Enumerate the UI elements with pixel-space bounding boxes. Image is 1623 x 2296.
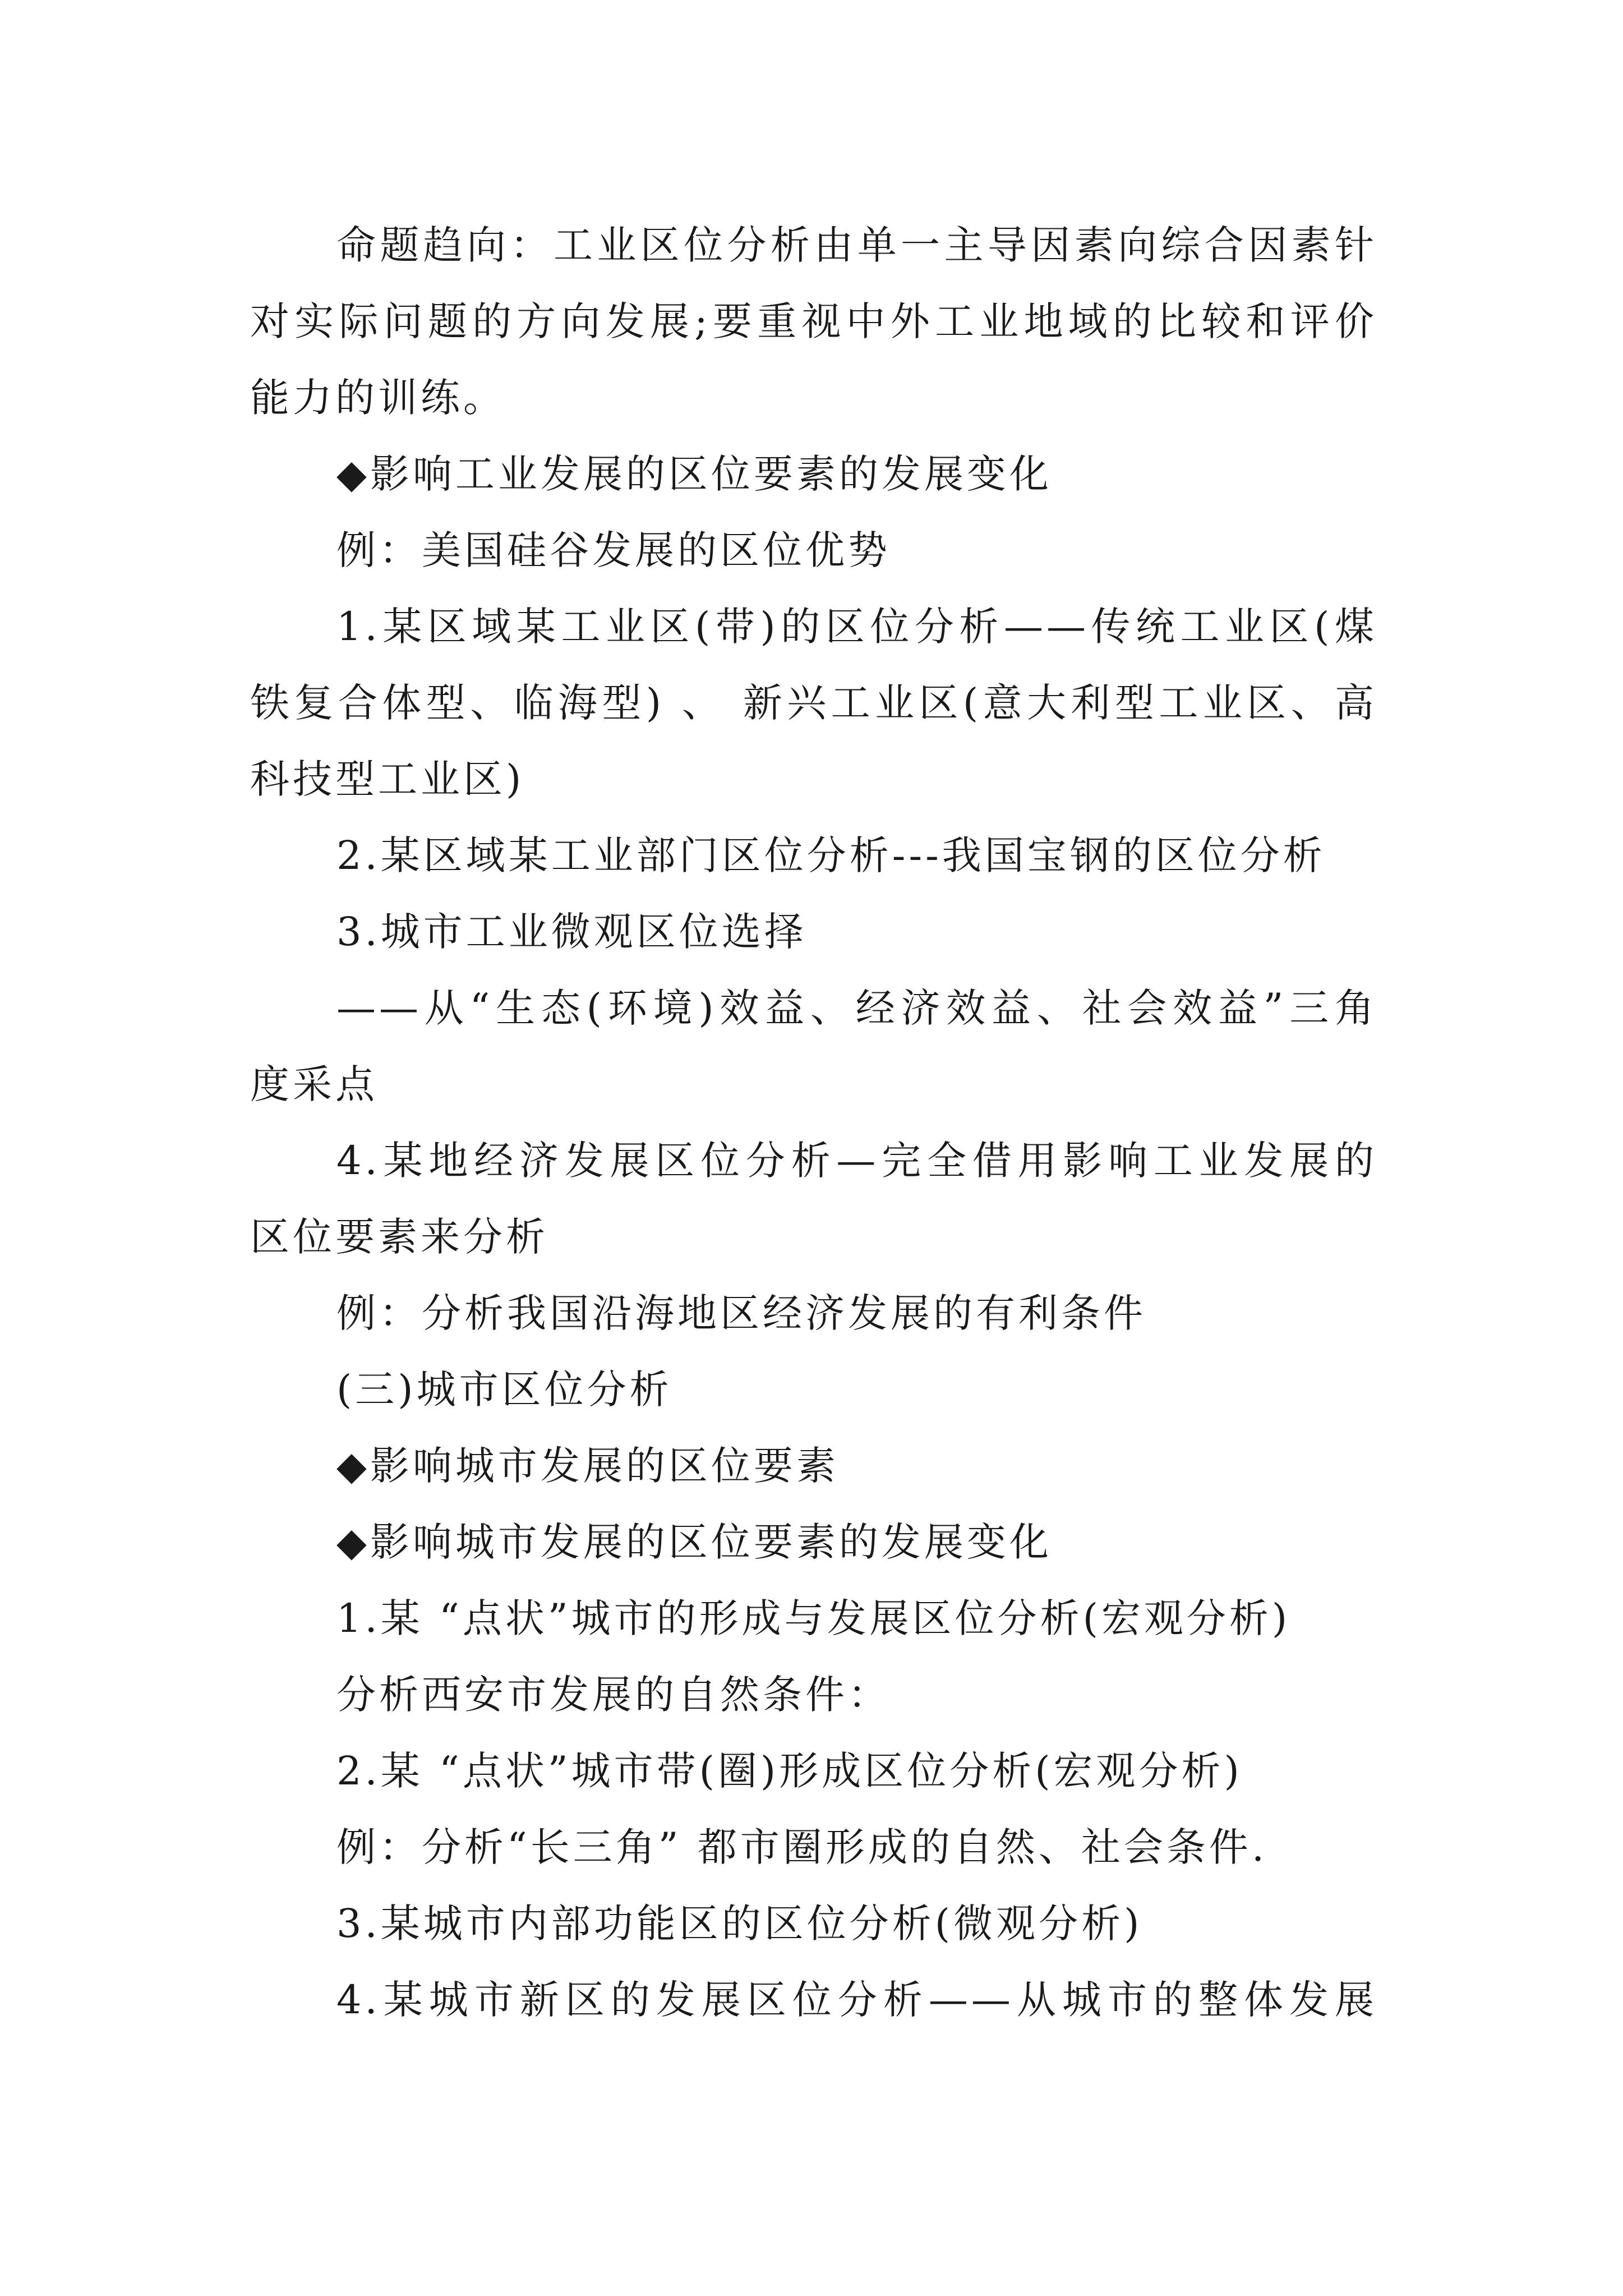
list-item: 3.城市工业微观区位选择 <box>336 909 807 955</box>
paragraph-line: 分析西安市发展的自然条件： <box>336 1672 891 1718</box>
list-item: 1.某 “点状”城市的形成与发展区位分析(宏观分析) <box>336 1595 1291 1641</box>
paragraph-line: 命题趋向：工业区位分析由单一主导因素向综合因素针 <box>336 222 1377 268</box>
list-item: 2.某区域某工业部门区位分析---我国宝钢的区位分析 <box>336 832 1326 878</box>
paragraph-line: 区位要素来分析 <box>250 1214 548 1260</box>
section-heading: ◆影响城市发展的区位要素的发展变化 <box>336 1519 1052 1565</box>
paragraph-line: ——从“生态(环境)效益、经济效益、社会效益”三角 <box>336 985 1377 1031</box>
section-heading: ◆影响工业发展的区位要素的发展变化 <box>336 451 1052 497</box>
paragraph-line: 度采点 <box>250 1061 378 1107</box>
list-item: 4.某地经济发展区位分析—完全借用影响工业发展的 <box>336 1138 1377 1184</box>
paragraph-line: 对实际问题的方向发展;要重视中外工业地域的比较和评价 <box>250 298 1377 344</box>
section-heading: ◆影响城市发展的区位要素 <box>336 1443 839 1489</box>
paragraph-line: 例：分析“长三角” 都市圈形成的自然、社会条件. <box>336 1824 1268 1870</box>
paragraph-line: 铁复合体型、临海型) 、 新兴工业区(意大利型工业区、高 <box>250 680 1377 726</box>
paragraph-line: 例：分析我国沿海地区经济发展的有利条件 <box>336 1290 1146 1336</box>
list-item: 4.某城市新区的发展区位分析——从城市的整体发展 <box>336 1977 1377 2023</box>
section-heading: (三)城市区位分析 <box>336 1366 672 1412</box>
paragraph-line: 能力的训练。 <box>250 375 506 421</box>
paragraph-line: 科技型工业区) <box>250 756 525 802</box>
list-item: 1.某区域某工业区(带)的区位分析——传统工业区(煤 <box>336 604 1377 650</box>
list-item: 2.某 “点状”城市带(圈)形成区位分析(宏观分析) <box>336 1748 1243 1794</box>
list-item: 3.某城市内部功能区的区位分析(微观分析) <box>336 1901 1143 1947</box>
paragraph-line: 例：美国硅谷发展的区位优势 <box>336 527 891 573</box>
